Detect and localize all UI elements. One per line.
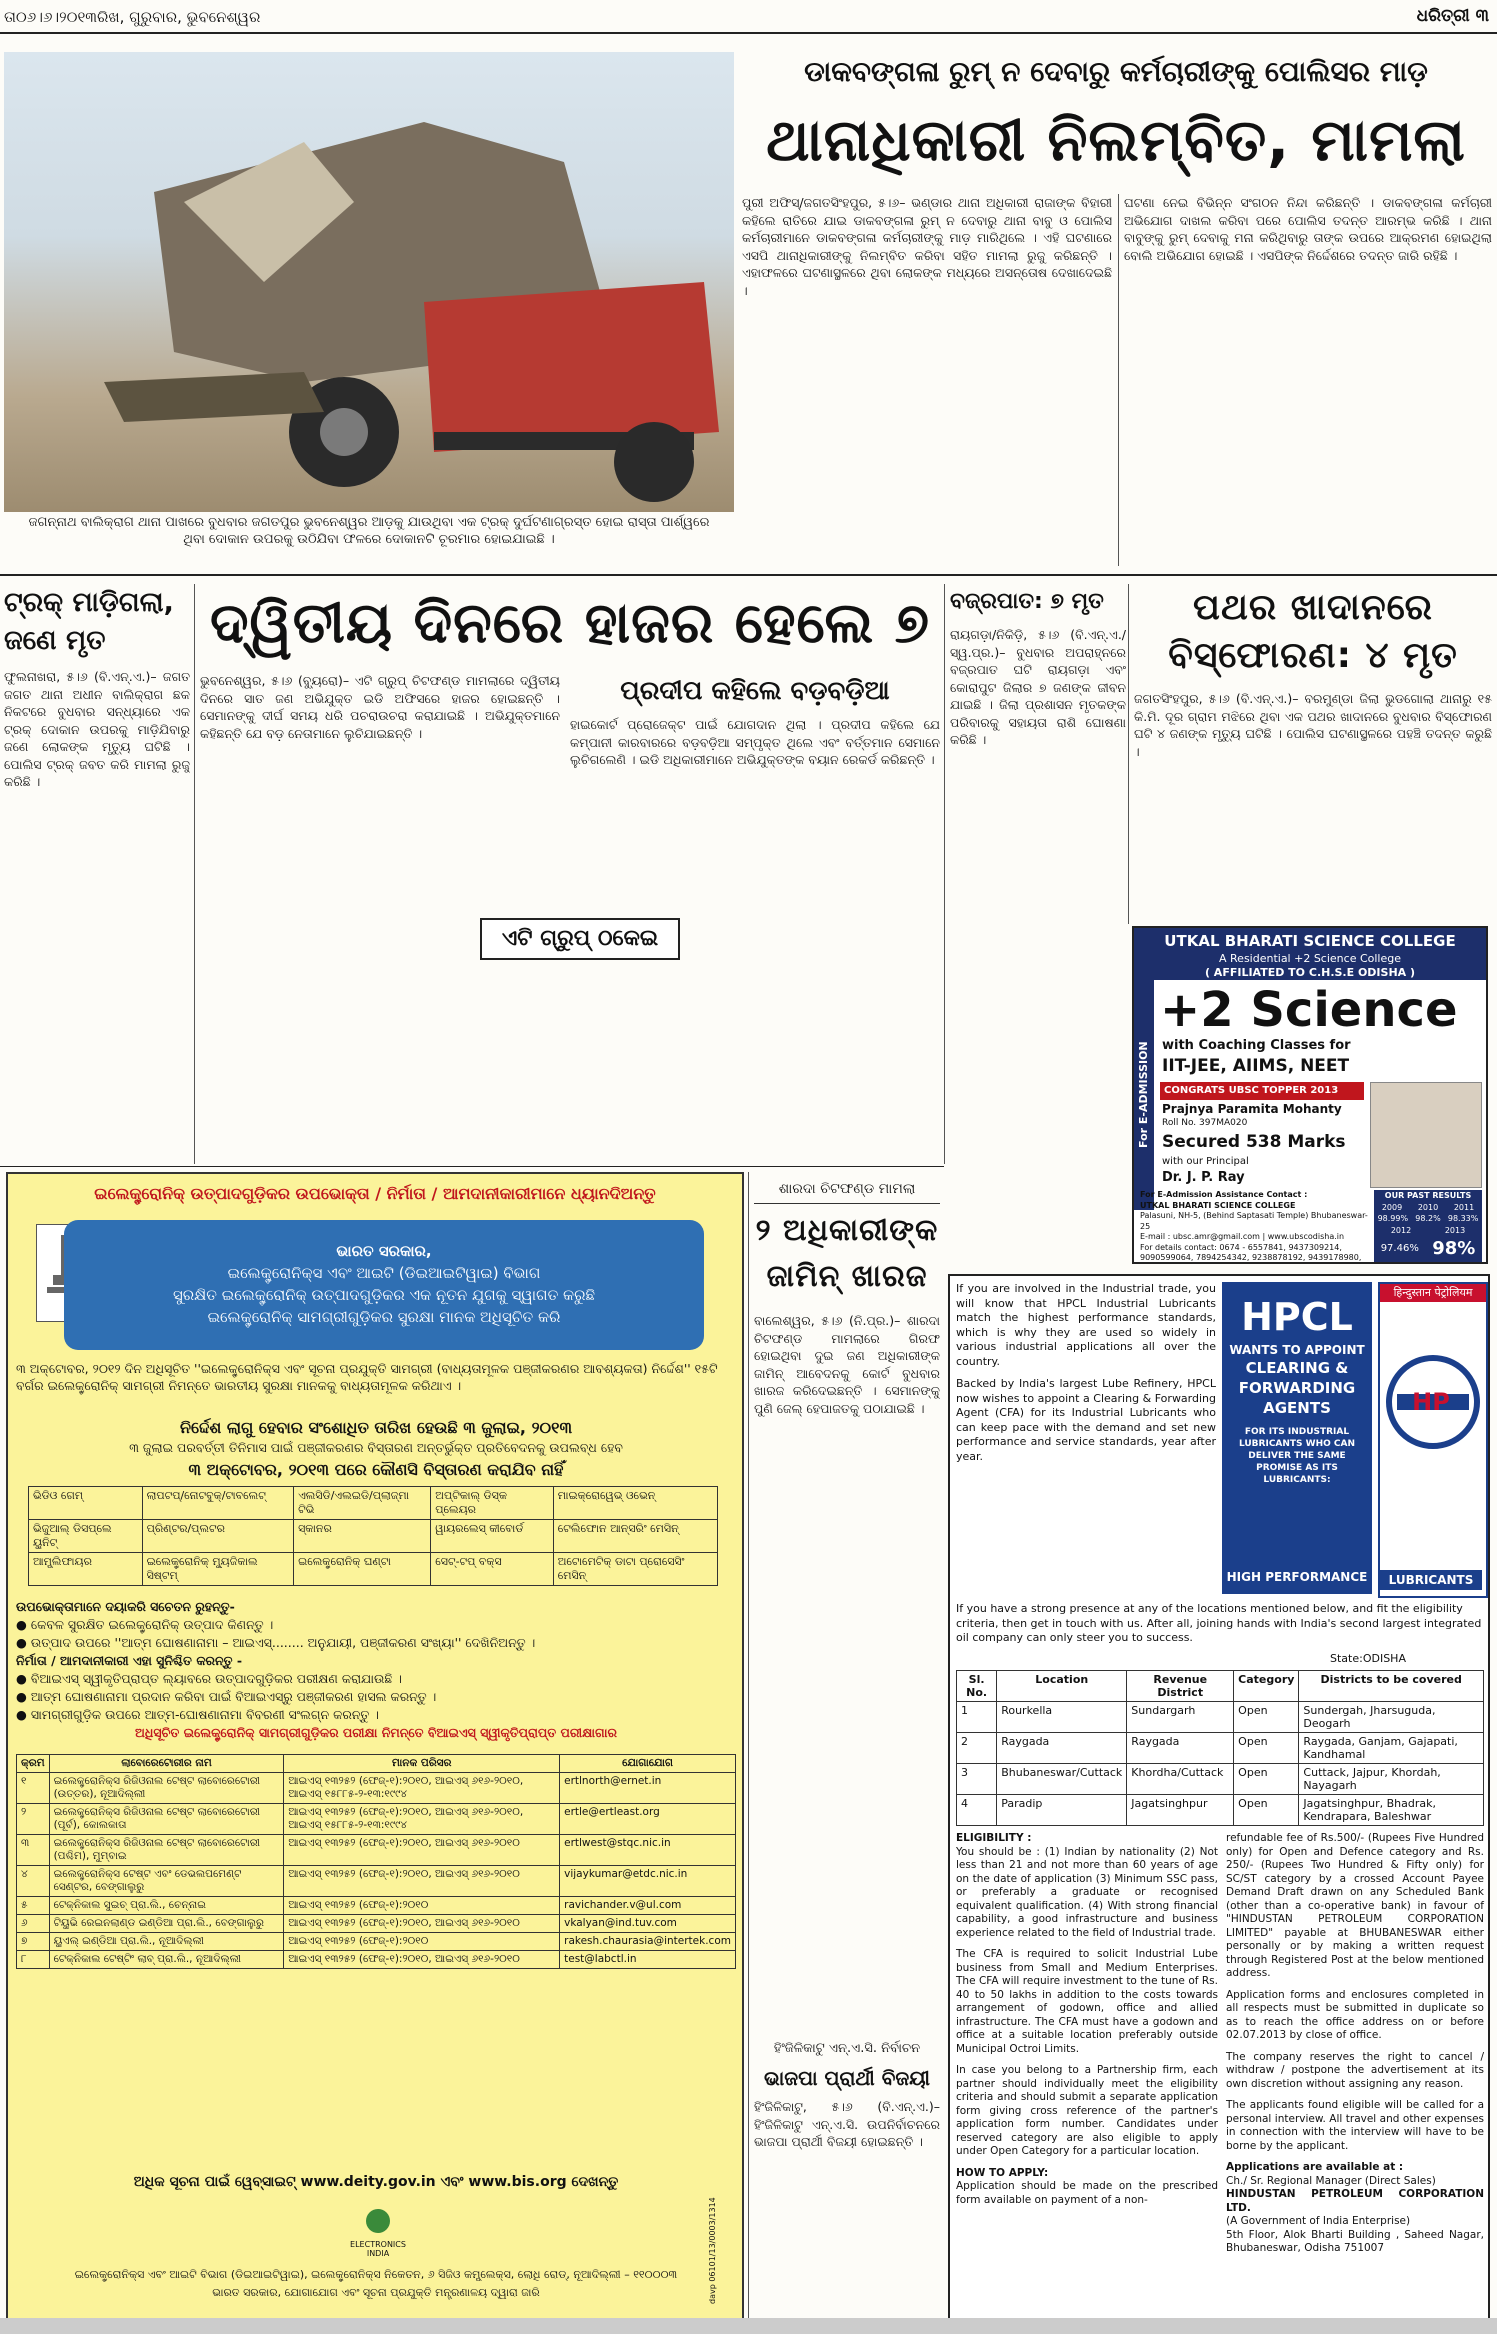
- lightning-story-body: ରାୟଗଡ଼ା/ନିକିଡ଼ି, ୫।୬ (ବି.ଏନ୍.ଏ./ସ୍ୱ.ପ୍ର.)– ବୁଧବାର ଅପରାହ୍ନରେ ବଜ୍ରପାତ ଘଟି ରାୟଗଡ଼ା ଏବଂ କୋରାପୁଟ ଜିଲାର ୭ ଜଣଙ୍କ ଜୀବନ ଯାଇଛି । ଜିଲା ପ୍ରଶାସନ ମୃତକଙ୍କ ପରିବାରକୁ ସହାୟତା ରାଶି ଘୋଷଣା କରିଛି ।: [950, 627, 1126, 747]
- notice-top-banner: ଇଲେକ୍ଟ୍ରୋନିକ୍ ଉତ୍ପାଦଗୁଡ଼ିକର ଉପଭୋକ୍ତା / ନିର୍ମାତା / ଆମଦାନୀକାରୀମାନେ ଧ୍ୟାନଦିଅନ୍ତୁ: [94, 1184, 656, 1203]
- notice-blue-line: ଇଲେକ୍ଟ୍ରୋନିକ୍ସ ଏବଂ ଆଇଟି (ଡିଇଆଇଟିୱାଇ) ବିଭାଗ: [227, 1264, 541, 1282]
- table-cell: ଲାପଟପ୍/ନୋଟବୁକ୍/ଟାବଲେଟ୍: [142, 1487, 293, 1520]
- how-to-apply-text: Application should be made on the prescribed form available on payment of a non-: [956, 2180, 1218, 2206]
- location-table: [956, 1670, 1484, 1826]
- notice-blue-line: ସୁରକ୍ଷିତ ଇଲେକ୍ଟ୍ରୋନିକ୍ ଉତ୍ପାଦଗୁଡ଼ିକର ଏକ ନୂତନ ଯୁଗକୁ ସ୍ୱାଗତ କରୁଛି: [173, 1286, 595, 1304]
- result-year: 2011: [1453, 1203, 1475, 1212]
- result-value: 98.99%: [1377, 1214, 1409, 1223]
- fee-text: refundable fee of Rs.500/- (Rupees Five Hundred only) for Open and Defence category and Rs. 250/- (Rupees Two Hundred & Fifty only) for SC/ST category by a crossed Account Payee Demand Draft drawn on any Scheduled Bank (other than a co-operative bank) in favour of "HINDUSTAN PETROLEUM CORPORATION LIMITED" payable at BHUBANESWAR either personally or by making a written request through Registered Post at the below mentioned address.: [1226, 1832, 1484, 1979]
- table-header: କ୍ରମ: [17, 1755, 50, 1773]
- result-year: 2009: [1381, 1203, 1403, 1212]
- lead-story-subhead: ପ୍ରଦୀପ କହିଲେ ବଡ଼ବଡ଼ିଆ: [620, 676, 890, 706]
- notice-blue-line: ଇଲେକ୍ଟ୍ରୋନିକ୍ ସାମଗ୍ରୀଗୁଡ଼ିକର ସୁରକ୍ଷା ମାନକ ଅଧିସୂଚିତ କରି: [207, 1308, 561, 1326]
- result-year: 2012: [1390, 1226, 1412, 1235]
- table-cell: ଭିଜୁଆଲ୍ ଡିସପ୍ଲେ ୟୁନିଟ୍: [29, 1520, 143, 1553]
- hpcl-presence: If you have a strong presence at any of the locations mentioned below, and fit the eligibility criteria, then get in touch with us. After all, joining hands with India's second largest integrated oil company can only steer you to success.: [956, 1602, 1482, 1644]
- eadmission-side-label: For E-ADMISSION: [1134, 980, 1154, 1210]
- hpcl-advertisement: [948, 1274, 1490, 2322]
- table-row: 4 Paradip Jagatsinghpur Open Jagatsinghpur, Bhadrak, Kendrapara, Baleshwar: [957, 1795, 1484, 1826]
- table-row: ୭ ୟୁଏଲ୍ ଇଣ୍ଡିଆ ପ୍ରା.ଲି., ନୂଆଦିଲ୍ଲୀ ଆଇଏସ୍ ୧୩୨୫୨ (ଫେଜ୍-୧):୨୦୧୦ rakesh.chaurasia@intertek.com: [17, 1933, 736, 1951]
- lead-story-body-right: ହାଇକୋର୍ଟ ପ୍ରୋଜେକ୍ଟ ପାଇଁ ଯୋଗଦାନ ଥିଲା । ପ୍ରଦୀପ କହିଲେ ଯେ କମ୍ପାନୀ କାରବାରରେ ବଡ଼ବଡ଼ିଆ ସମ୍ପୃକ୍ତ ଥିଲେ ଏବଂ ବର୍ତ୍ତମାନ ସେମାନେ ଲୁଚିଗଲେଣି । ଇଡି ଅଧିକାରୀମାନେ ଅଭିଯୁକ୍ତଙ୍କ ବୟାନ ରେକର୍ଡ କରିଛନ୍ତି ।: [570, 717, 940, 767]
- truck-story-headline: ଟ୍ରକ୍ ମାଡ଼ିଗଲା, ଜଣେ ମୃତ: [4, 587, 174, 656]
- topper-name: Prajnya Paramita Mohanty: [1162, 1102, 1342, 1116]
- contact-head: For E-Admission Assistance Contact :: [1140, 1190, 1308, 1199]
- college-advertisement: [1132, 926, 1488, 1264]
- notice-blue-box: [64, 1220, 704, 1350]
- accident-photo: [4, 52, 734, 512]
- logo-icon: [358, 2206, 398, 2236]
- table-cell: ୱାୟରଲେସ୍ କୀବୋର୍ଡ: [431, 1520, 553, 1553]
- labs-table: [16, 1754, 736, 1969]
- table-cell: ଟେଲିଫୋନ ଆନ୍ସରିଂ ମେସିନ୍: [553, 1520, 717, 1553]
- table-header-row: Sl. No. Location Revenue District Category Districts to be covered: [957, 1671, 1484, 1702]
- table-row: ୧ ଇଲେକ୍ଟ୍ରୋନିକ୍ସ ରିଜିଓନାଲ ଟେଷ୍ଟ ଲାବୋରେଟୋରୀ (ଉତ୍ତର), ନୂଆଦିଲ୍ଲୀ ଆଇଏସ୍ ୧୩୨୫୨ (ଫେଜ୍-୧):୨୦୧୦, ଆଇଏସ୍ ୬୧୬-୨୦୧୦, ଆଇଏସ୍ ୧୫୮୮୫-୨-୧୩:୧୯୯୪ ertlnorth@ernet.in: [17, 1773, 736, 1804]
- maker-item: ● ଆତ୍ମ ଘୋଷଣାନାମା ପ୍ରଦାନ କରିବା ପାଇଁ ବିଆଇଏସ୍‌ରୁ ପଞ୍ଜୀକରଣ ହାସଲ କରନ୍ତୁ ।: [16, 1689, 437, 1704]
- table-row: [29, 1487, 718, 1520]
- table-row: ୪ ଇଲେକ୍ଟ୍ରୋନିକ୍ସ ଟେଷ୍ଟ ଏବଂ ଡେଭଲପମେଣ୍ଟ ସେଣ୍ଟର, ବେଙ୍ଗାଲୁରୁ ଆଇଏସ୍ ୧୩୨୫୨ (ଫେଜ୍-୧):୨୦୧୦, ଆଇଏସ୍ ୬୧୬-୨୦୧୦ vijaykumar@etdc.nic.in: [17, 1866, 736, 1897]
- election-body: ହିଂଜିଳିକାଟୁ, ୫।୬ (ବି.ଏନ୍.ଏ.)– ହିଂଜିଳିକାଟୁ ଏନ୍.ଏ.ସି. ଉପନିର୍ବାଚନରେ ଭାଜପା ପ୍ରାର୍ଥୀ ବିଜୟୀ ହୋଇଛନ୍ତି ।: [754, 2099, 940, 2149]
- page-header: [0, 0, 1497, 34]
- table-row: ୬ ଟିୟୁଭି ରେଇନଲାଣ୍ଡ ଇଣ୍ଡିଆ ପ୍ରା.ଲି., ବେଙ୍ଗାଲୁରୁ ଆଇଏସ୍ ୧୩୨୫୨ (ଫେଜ୍-୧):୨୦୧୦, ଆଇଏସ୍ ୬୧୬-୨୦୧୦ vkalyan@ind.tuv.com: [17, 1915, 736, 1933]
- lead-story-headline: ଦ୍ୱିତୀୟ ଦିନରେ ହାଜର ହେଲେ ୭: [209, 591, 931, 656]
- with-principal: with our Principal: [1162, 1156, 1249, 1167]
- travel-text: The applicants found eligible will be called for a personal interview. All travel and other expenses in connection with the interview will have to be borne by the applicant.: [1226, 2099, 1484, 2152]
- maker-item: ● ବିଆଇଏସ୍ ସ୍ୱୀକୃତିପ୍ରାପ୍ତ ଲ୍ୟାବରେ ଉତ୍ପାଦଗୁଡ଼ିକର ପରୀକ୍ଷଣ କରାଯାଉଛି ।: [16, 1671, 402, 1686]
- notice-footer-2: ଭାରତ ସରକାର, ଯୋଗାଯୋଗ ଏବଂ ସୂଚନା ପ୍ରଯୁକ୍ତି ମନ୍ତ୍ରଣାଳୟ ଦ୍ୱାରା ଜାରି: [212, 2286, 540, 2299]
- address-line: HINDUSTAN PETROLEUM CORPORATION LTD.: [1226, 2188, 1484, 2214]
- reserve-text: The company reserves the right to cancel / withdraw / postpone the advertisement at its own discretion without assigning any reason.: [1226, 2050, 1484, 2090]
- table-cell: ଅଟୋମେଟିକ୍ ଡାଟା ପ୍ରୋସେସିଂ ମେସିନ୍: [553, 1553, 717, 1586]
- top-story-body-left: ପୁରୀ ଅଫିସ୍/ଜଗତସିଂହପୁର, ୫।୬– ଭଣ୍ଡାର ଥାନା ଅଧିକାରୀ ରାଜାଙ୍କ ବିହାରୀ କହିଲେ ରାତିରେ ଯାଇ ଡାକବଙ୍ଗଳା ରୁମ୍ ନ ଦେବାରୁ ଥାନା ବାବୁ ଓ ପୋଲିସ କର୍ମଚାରୀମାନେ ଡାକବଙ୍ଗଳା କର୍ମଚାରୀଙ୍କୁ ମାଡ଼ ମାରିଥିଲେ । ଏହି ଘଟଣାରେ ଏସପି ଥାନାଧିକାରୀଙ୍କୁ ନିଲମ୍ବିତ କରିବା ସହିତ ମାମଲା ରୁଜୁ କରିଛନ୍ତି । ଏହାଫଳରେ ଘଟଣାସ୍ଥଳରେ ଥିବା ଲୋକଙ୍କ ମଧ୍ୟରେ ଅସନ୍ତୋଷ ଦେଖାଦେଇଛି ।: [742, 195, 1112, 298]
- page-bottom-bar: [0, 2318, 1497, 2334]
- notice-more-info: ଅଧିକ ସୂଚନା ପାଇଁ ୱେବ୍‌ସାଇଟ୍ www.deity.gov.in ଏବଂ www.bis.org ଦେଖନ୍ତୁ: [133, 2174, 619, 2190]
- hpcl-logo-text: HPCL: [1241, 1295, 1353, 1339]
- science-big-text: +2 Science: [1160, 982, 1458, 1038]
- college-sub: A Residential +2 Science College: [1219, 952, 1401, 965]
- college-name: UTKAL BHARATI SCIENCE COLLEGE: [1164, 932, 1456, 950]
- notice-intro: ୩ ଅକ୍ଟୋବର, ୨୦୧୨ ଦିନ ଅଧିସୂଚିତ ''ଇଲେକ୍ଟ୍ରୋନିକ୍ସ ଏବଂ ସୂଚନା ପ୍ରଯୁକ୍ତି ସାମଗ୍ରୀ (ବାଧ୍ୟତାମୂଳକ ପଞ୍ଜୀକରଣର ଆବଶ୍ୟକତା) ନିର୍ଦ୍ଦେଶ'' ୧୫ଟି ବର୍ଗର ଇଲେକ୍ଟ୍ରୋନିକ୍ ସାମଗ୍ରୀ ନିମନ୍ତେ ଭାରତୀୟ ସୁରକ୍ଷା ମାନକକୁ ବାଧ୍ୟତାମୂଳକ କରିଥାଏ ।: [16, 1361, 718, 1393]
- top-story-body-right: ଘଟଣା ନେଇ ବିଭିନ୍ନ ସଂଗଠନ ନିନ୍ଦା କରିଛନ୍ତି । ଡାକବଙ୍ଗଳା କର୍ମଚାରୀ ଅଭିଯୋଗ ଦାଖଲ କରିବା ପରେ ପୋଲିସ ତଦନ୍ତ ଆରମ୍ଭ କରିଛି । ଥାନା ବାବୁଙ୍କୁ ରୁମ୍ ଦେବାକୁ ମନା କରିଥିବାରୁ ତାଙ୍କ ଉପରେ ଆକ୍ରମଣ ହୋଇଥିଲା ବୋଲି ଅଭିଯୋଗ ହୋଇଛି । ଏସପିଙ୍କ ନିର୍ଦ୍ଦେଶରେ ତଦନ୍ତ ଜାରି ରହିଛି ।: [1124, 195, 1492, 263]
- table-header-row: [17, 1755, 736, 1773]
- maker-item: ● ସାମଗ୍ରୀଗୁଡ଼ିକ ଉପରେ ଆତ୍ମ-ଘୋଷଣାନାମା ବିବରଣୀ ସଂଲଗ୍ନ କରନ୍ତୁ ।: [16, 1707, 379, 1722]
- hp-letters: HP: [1412, 1388, 1450, 1416]
- labs-head: ଅଧିସୂଚିତ ଇଲେକ୍ଟ୍ରୋନିକ୍ ସାମଗ୍ରୀଗୁଡ଼ିକର ପରୀକ୍ଷା ନିମନ୍ତେ ବିଆଇଏସ୍ ସ୍ୱୀକୃତିପ୍ରାପ୍ତ ପରୀକ୍ଷାଗାର: [135, 1725, 617, 1740]
- election-kicker: ହିଂଜିଳିକାଟୁ ଏନ୍.ଏ.ସି. ନିର୍ବାଚନ: [773, 2041, 921, 2056]
- truck-illustration: [4, 52, 734, 512]
- result-value: 98.33%: [1447, 1214, 1479, 1223]
- eligibility-text: You should be : (1) Indian by nationality (2) Not less than 21 and not more than 60 years of age on the date of application (3) Minimum SSC pass, or preferably a graduate or recognised equivalent qualification. (4) With strong financial capability, a good infrastructure and business experience related to the field of Industrial trade.: [956, 1845, 1218, 1939]
- table-row: ୨ ଇଲେକ୍ଟ୍ରୋନିକ୍ସ ରିଜିଓନାଲ ଟେଷ୍ଟ ଲାବୋରେଟୋରୀ (ପୂର୍ବ), କୋଲକାତା ଆଇଏସ୍ ୧୩୨୫୨ (ଫେଜ୍-୧):୨୦୧୦, ଆଇଏସ୍ ୬୧୬-୨୦୧୦, ଆଇଏସ୍ ୧୫୮୮୫-୨-୧୩:୧୯୯୪ ertle@ertleast.org: [17, 1804, 736, 1835]
- college-affiliation: ( AFFILIATED TO C.H.S.E ODISHA ): [1204, 966, 1416, 979]
- hpcl-hindi-name: हिन्दुस्तान पेट्रोलियम: [1380, 1284, 1486, 1302]
- hpcl-state: State:ODISHA: [1330, 1652, 1406, 1665]
- table-cell: ସ୍କାନର: [294, 1520, 431, 1553]
- notice-deadline-2: ୩ ଜୁଲାଇ ପରବର୍ତ୍ତୀ ତିନିମାସ ପାଇଁ ପଞ୍ଜୀକରଣର ବିସ୍ତାରଣ ଅନ୍ତର୍ଭୁକ୍ତ ପ୍ରତିବେଦନକୁ ଉପଲବ୍ଧ ହେବ: [129, 1440, 623, 1455]
- table-cell: ଭିଡିଓ ଗେମ୍: [29, 1487, 143, 1520]
- table-header: ଯୋଗାଯୋଗ: [560, 1755, 736, 1773]
- consumer-item: ● ଉତ୍ପାଦ ଉପରେ ''ଆତ୍ମ ଘୋଷଣାନାମା – ଆଇଏସ୍........ ଅନୁଯାୟୀ, ପଞ୍ଜୀକରଣ ସଂଖ୍ୟା'' ଦେଖିନିଅନ୍ତୁ ।: [16, 1635, 536, 1650]
- horizontal-rule: [0, 1166, 944, 1167]
- column-divider: [944, 584, 945, 1164]
- top-story-headline: ଥାନାଧିକାରୀ ନିଲମ୍ବିତ, ମାମଲା: [766, 106, 1466, 174]
- result-year: 2010: [1417, 1203, 1439, 1212]
- address-head: Applications are available at :: [1226, 2161, 1404, 2173]
- eligibility-head: ELIGIBILITY :: [956, 1832, 1032, 1844]
- address-line: (A Government of India Enterprise): [1226, 2215, 1411, 2227]
- forms-text: Application forms and enclosures completed in all respects must be submitted in duplicate so as to reach the office address on or before 02.07.2013 by close of office.: [1226, 1988, 1484, 2041]
- column-divider: [1118, 194, 1119, 566]
- lead-story-body-left: ଭୁବନେଶ୍ୱର, ୫।୬ (ବ୍ୟୁରୋ)– ଏଟି ଗ୍ରୁପ୍ ଚିଟଫଣ୍ଡ ମାମଲାରେ ଦ୍ୱିତୀୟ ଦିନରେ ସାତ ଜଣ ଅଭିଯୁକ୍ତ ଇଡି ଅଫିସରେ ହାଜର ହୋଇଛନ୍ତି । ସେମାନଙ୍କୁ ଦୀର୍ଘ ସମୟ ଧରି ପଚରାଉଚରା କରାଯାଇଛି । ଅଭିଯୁକ୍ତମାନେ କହିଛନ୍ତି ଯେ ବଡ଼ ନେତାମାନେ ଲୁଚିଯାଇଛନ୍ତି ।: [200, 673, 560, 741]
- hpcl-tagline: HIGH PERFORMANCE: [1226, 1570, 1368, 1584]
- table-header: ମାନକ ପରିସର: [284, 1755, 560, 1773]
- table-row: [29, 1553, 718, 1586]
- lubricants-label: LUBRICANTS: [1380, 1570, 1482, 1590]
- contact-name: UTKAL BHARATI SCIENCE COLLEGE: [1140, 1200, 1296, 1210]
- quarry-story-body: ଜଗତସିଂହପୁର, ୫।୬ (ବି.ଏନ୍.ଏ.)– ବରମୁଣ୍ଡା ଜିଲା ଭୁଡଗୋଲା ଥାନାରୁ ୧୫ କି.ମି. ଦୂର ଗ୍ରାମ ମଝିରେ ଥିବା ଏକ ପଥର ଖାଦାନରେ ବୁଧବାର ବିସ୍ଫୋରଣ ଘଟି ୪ ଜଣଙ୍କ ମୃତ୍ୟୁ ଘଟିଛି । ପୋଲିସ ଘଟଣାସ୍ଥଳରେ ପହଞ୍ଚି ତଦନ୍ତ କରୁଛି ।: [1134, 691, 1492, 759]
- partner-text: In case you belong to a Partnership firm, each partner should individually meet the eligibility criteria and should submit a separate application form giving cross reference of the partner's application form number. Candidates under reserved category are also eligible to apply under Open Category for a particular location.: [956, 2064, 1218, 2157]
- election-headline: ଭାଜପା ପ୍ରାର୍ଥୀ ବିଜୟୀ: [763, 2066, 931, 2090]
- principal-name: Dr. J. P. Ray: [1162, 1170, 1245, 1185]
- coaching-text: with Coaching Classes for: [1162, 1038, 1351, 1053]
- topper-marks: Secured 538 Marks: [1162, 1132, 1346, 1152]
- electronics-india-logo: [338, 2206, 418, 2256]
- table-row: 3 Bhubaneswar/Cuttack Khordha/Cuttack Open Cuttack, Jajpur, Khordah, Nayagarh: [957, 1764, 1484, 1795]
- consumers-head: ଉପଭୋକ୍ତାମାନେ ଦୟାକରି ସଚେତନ ରୁହନ୍ତୁ-: [16, 1599, 235, 1614]
- photo-caption: ଜଗନ୍ନାଥ ବାଲିକ୍ରାଗ ଥାନା ପାଖରେ ବୁଧବାର ଜଗତପୁର ଭୁବନେଶ୍ୱର ଆଡ଼କୁ ଯାଉଥିବା ଏକ ଟ୍ରକ୍ ଦୁର୍ଘଟଣାଗ୍ରସ୍ତ ହୋଇ ରାସ୍ତା ପାର୍ଶ୍ୱରେ ଥିବା ଦୋକାନ ଉପରକୁ ଉଠିଯିବା ଫଳରେ ଦୋକାନଟି ଚୂରମାର ହୋଇଯାଇଛି ।: [28, 515, 710, 547]
- table-cell: ଏଲସିଡି/ଏଲଇଡି/ପ୍ଲାଜ୍ମା ଟିଭି: [294, 1487, 431, 1520]
- address-line: Ch./ Sr. Regional Manager (Direct Sales): [1226, 2174, 1436, 2187]
- table-cell: ଆମ୍ପ୍ଲିଫାୟର: [29, 1553, 143, 1586]
- table-row: 2 Raygada Raygada Open Raygada, Ganjam, Gajapati, Kandhamal: [957, 1733, 1484, 1764]
- result-value: 97.46%: [1380, 1243, 1419, 1254]
- bail-story-headline: ୨ ଅଧିକାରୀଙ୍କ ଜାମିନ୍ ଖାରଜ: [755, 1213, 939, 1294]
- horizontal-rule: [0, 574, 1497, 576]
- congrats-banner: CONGRATS UBSC TOPPER 2013: [1160, 1082, 1364, 1100]
- table-row: 1 Rourkella Sundargarh Open Sundergah, Jharsuguda, Deogarh: [957, 1702, 1484, 1733]
- exam-list: IIT-JEE, AIIMS, NEET: [1162, 1056, 1350, 1076]
- table-row: ୮ ଟେକ୍ନିକାଲ ଟେଷ୍ଟିଂ ଲାବ୍ ପ୍ରା.ଲି., ନୂଆଦିଲ୍ଲୀ ଆଇଏସ୍ ୧୩୨୫୨ (ଫେଜ୍-୧):୨୦୧୦, ଆଇଏସ୍ ୬୧୬-୨୦୧୦ test@labctl.in: [17, 1951, 736, 1969]
- how-to-apply-head: HOW TO APPLY:: [956, 2166, 1049, 2179]
- masthead: ଧରିତ୍ରୀ ୩: [1416, 6, 1489, 26]
- notice-blue-title: ଭାରତ ସରକାର,: [336, 1242, 432, 1260]
- column-divider: [194, 584, 195, 1164]
- product-table: [28, 1486, 718, 1586]
- table-cell: ପ୍ରିଣ୍ଟର/ପ୍ଲଟର: [142, 1520, 293, 1553]
- hpcl-intro: If you are involved in the Industrial trade, you will know that HPCL Industrial Lubricants match the highest performance standards, which is why they are used so widely in various industrial applications all over the country.: [956, 1282, 1216, 1368]
- notice-footer: ଇଲେକ୍ଟ୍ରୋନିକ୍ସ ଏବଂ ଆଇଟି ବିଭାଗ (ଡିଇଆଇଟିୱାଇ), ଇଲେକ୍ଟ୍ରୋନିକ୍ସ ନିକେତନ, ୬ ସିଜିଓ କମ୍ପ୍ଲେକ୍ସ, ଲୋଧି ରୋଡ୍, ନୂଆଦିଲ୍ଲୀ – ୧୧୦୦୦୩: [74, 2268, 678, 2281]
- top-story-kicker: ଡାକବଙ୍ଗଳା ରୁମ୍ ନ ଦେବାରୁ କର୍ମଚାରୀଙ୍କୁ ପୋଲିସର ମାଡ଼: [804, 55, 1428, 88]
- notice-deadline-1: ନିର୍ଦ୍ଦେଶ ଲାଗୁ ହେବାର ସଂଶୋଧିତ ତାରିଖ ହେଉଛି ୩ ଜୁଲାଇ, ୨୦୧୩: [179, 1418, 573, 1437]
- logo-text: ELECTRONICS INDIA: [350, 2240, 406, 2258]
- topper-photo: [1370, 1082, 1482, 1188]
- column-divider: [1128, 584, 1129, 924]
- table-cell: ଅପ୍ଟିକାଲ୍ ଡିସ୍କ ପ୍ଲେୟର: [431, 1487, 553, 1520]
- hpcl-intro-2: Backed by India's largest Lube Refinery, HPCL now wishes to appoint a Clearing & Forwarding Agent (CFA) for its Industrial Lubricants who can keep pace with the demand and set new performance and service standards, year after year.: [956, 1377, 1216, 1463]
- result-year: 2013: [1444, 1226, 1466, 1235]
- cfa-text: The CFA is required to solicit Industrial Lube business from Small and Medium Enterprises. The CFA will require investment to the tune of Rs. 40 to 50 lakhs in addition to the costs towards arrangement of godown, office and allied infrastructure. The CFA must have a godown and office at a suitable location preferably outside Municipal Octroi Limits.: [956, 1948, 1218, 2055]
- table-cell: ସେଟ୍-ଟପ୍ ବକ୍ସ: [431, 1553, 553, 1586]
- table-row: [29, 1520, 718, 1553]
- result-value: 98.2%: [1415, 1214, 1441, 1223]
- notice-ref: davp 06101/13/0003/1314: [708, 2197, 717, 2304]
- college-email: E-mail : ubsc.amr@gmail.com | www.ubscodisha.in: [1140, 1232, 1345, 1241]
- table-cell: ଇଲେକ୍ଟ୍ରୋନିକ୍ ଘଣ୍ଟା: [294, 1553, 431, 1586]
- lightning-story-headline: ବଜ୍ରପାତ: ୭ ମୃତ: [950, 589, 1104, 614]
- table-cell: ଇଲେକ୍ଟ୍ରୋନିକ୍ ମ୍ୟୁଜିକାଲ ସିଷ୍ଟମ୍: [142, 1553, 293, 1586]
- topper-roll: Roll No. 397MA020: [1162, 1118, 1248, 1128]
- truck-story-body: ଫୁଲନାଖରା, ୫।୬ (ବି.ଏନ୍.ଏ.)– ଜଗତ ଜଗତ ଥାନା ଅଧୀନ ବାଲିକ୍ରାଗ ଛକ ନିକଟରେ ବୁଧବାର ସନ୍ଧ୍ୟାରେ ଏକ ଟ୍ରକ୍ ଦୋକାନ ଉପରକୁ ମାଡ଼ିଯିବାରୁ ଜଣେ ଲୋକଙ୍କ ମୃତ୍ୟୁ ଘଟିଛି । ପୋଲିସ ଟ୍ରକ୍ ଜବତ କରି ମାମଲା ରୁଜୁ କରିଛି ।: [4, 669, 190, 789]
- hpcl-title-3: FOR ITS INDUSTRIAL LUBRICANTS WHO CAN DELIVER THE SAME PROMISE AS ITS LUBRICANTS:: [1238, 1427, 1356, 1485]
- hpcl-title-2: CLEARING & FORWARDING AGENTS: [1238, 1359, 1356, 1417]
- college-phone: For details contact: 0674 - 6557841, 9437309214, 9090599064, 7894254342, 9238878192, 9439178980,: [1140, 1242, 1362, 1262]
- government-notice: [6, 1172, 744, 2327]
- makers-head: ନିର୍ମାତା / ଆମଦାନୀକାରୀ ଏହା ସୁନିଶ୍ଚିତ କରନ୍ତୁ -: [16, 1653, 243, 1668]
- table-row: ୩ ଇଲେକ୍ଟ୍ରୋନିକ୍ସ ରିଜିଓନାଲ ଟେଷ୍ଟ ଲାବୋରେଟୋରୀ (ପଶ୍ଚିମ), ମୁମ୍ବାଇ ଆଇଏସ୍ ୧୩୨୫୨ (ଫେଜ୍-୧):୨୦୧୦, ଆଇଏସ୍ ୬୧୬-୨୦୧୦ ertlwest@stqc.nic.in: [17, 1835, 736, 1866]
- address-line: 5th Floor, Alok Bharti Building , Saheed Nagar, Bhubaneswar, Odisha 751007: [1226, 2228, 1484, 2254]
- date-line: ତା୦୬।୬।୨୦୧୩ରିଖ, ଗୁରୁବାର, ଭୁବନେଶ୍ୱର: [4, 8, 261, 26]
- quarry-story-headline: ପଥର ଖାଦାନରେ ବିସ୍ଫୋରଣ: ୪ ମୃତ: [1168, 587, 1458, 676]
- hpcl-title-1: WANTS TO APPOINT: [1229, 1343, 1365, 1357]
- bail-story-kicker: ଶାରଦା ଚିଟଫଣ୍ଡ ମାମଲା: [754, 1176, 940, 1204]
- notice-deadline-3: ୩ ଅକ୍ଟୋବର, ୨୦୧୩ ପରେ କୌଣସି ବିସ୍ତାରଣ କରାଯିବ ନାହିଁ: [188, 1460, 564, 1479]
- table-row: ୫ ଟେକ୍ନିକାଲ ସୁଇଚ୍ ପ୍ରା.ଲି., ଚେନ୍ନାଇ ଆଇଏସ୍ ୧୩୨୫୨ (ଫେଜ୍-୧):୨୦୧୦ ravichander.v@ul.com: [17, 1897, 736, 1915]
- lead-story-box-label: ଏଟି ଗ୍ରୁପ୍ ଠକେଇ: [480, 918, 680, 960]
- result-value: 98%: [1432, 1238, 1476, 1259]
- consumer-item: ● କେବଳ ସୁରକ୍ଷିତ ଇଲେକ୍ଟ୍ରୋନିକ୍ ଉତ୍ପାଦ କିଣନ୍ତୁ ।: [16, 1617, 274, 1632]
- bail-story-body: ବାଲେଶ୍ୱର, ୫।୬ (ନି.ପ୍ର.)– ଶାରଦା ଚିଟଫଣ୍ଡ ମାମଲାରେ ଗିରଫ ହୋଇଥିବା ଦୁଇ ଜଣ ଅଧିକାରୀଙ୍କ ଜାମିନ୍ ଆବେଦନକୁ କୋର୍ଟ ବୁଧବାର ଖାରଜ କରିଦେଇଛନ୍ତି । ସେମାନଙ୍କୁ ପୁଣି ଜେଲ୍ ହେପାଜତକୁ ପଠାଯାଇଛି ।: [754, 1313, 940, 1416]
- column-divider: [748, 1172, 749, 2322]
- college-address: Palasuni, NH-5, (Behind Saptasati Temple) Bhubaneswar-25: [1140, 1211, 1368, 1231]
- table-cell: ମାଇକ୍ରୋୱେଭ୍ ଓଭେନ୍: [553, 1487, 717, 1520]
- results-head: OUR PAST RESULTS: [1384, 1191, 1472, 1200]
- table-header: ଲାବୋରେଟୋରୀର ନାମ: [49, 1755, 284, 1773]
